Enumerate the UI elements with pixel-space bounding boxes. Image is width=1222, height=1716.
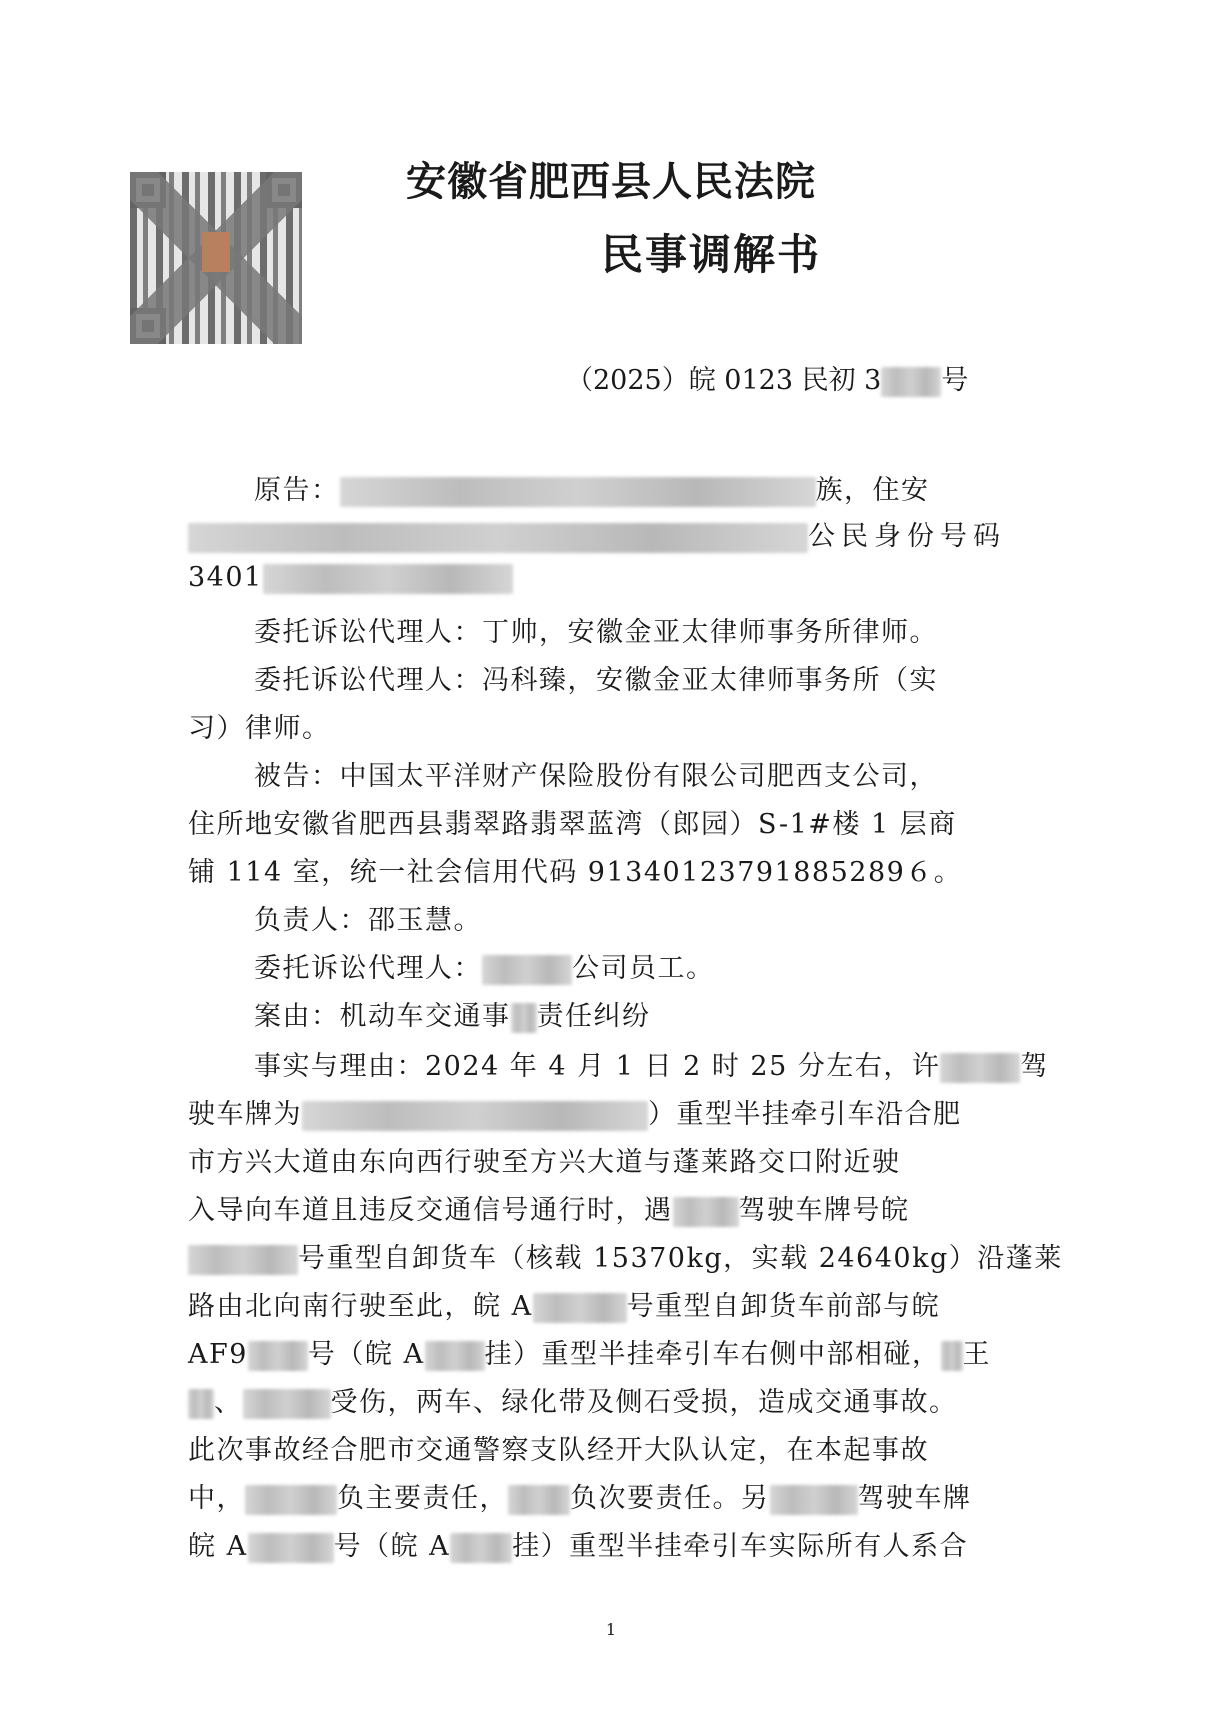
- cause-of-action: 案由：机动车交通事 责任纠纷: [254, 1001, 651, 1032]
- facts-line-6: 路由北向南行驶至此，皖 A 号重型自卸货车前部与皖: [188, 1291, 941, 1322]
- facts-line-4: 入导向车道且违反交通信号通行时，遇 驾驶车牌号皖: [188, 1195, 910, 1226]
- defendant-agent: 委托诉讼代理人： 公司员工。: [254, 953, 715, 984]
- case-number: （2025）皖 0123 民初 3 号: [566, 365, 969, 396]
- plaintiff-agent-2: 委托诉讼代理人：冯科臻，安徽金亚太律师事务所（实: [254, 665, 938, 696]
- facts-line-9: 此次事故经合肥市交通警察支队经开大队认定，在本起事故: [188, 1435, 929, 1466]
- facts-line-8: 、 受伤，两车、绿化带及侧石受损，造成交通事故。: [188, 1380, 958, 1419]
- facts-line-7: AF9 号（皖 A 挂）重型半挂牵引车右侧中部相碰， 王: [188, 1339, 992, 1370]
- facts-line-10: 中， 负主要责任， 负次要责任。另 驾驶车牌: [188, 1483, 972, 1514]
- plaintiff-agent-1: 委托诉讼代理人：丁帅，安徽金亚太律师事务所律师。: [254, 617, 938, 648]
- defendant-line-2: 住所地安徽省肥西县翡翠路翡翠蓝湾（郎园）S-1#楼 1 层商: [188, 809, 957, 840]
- plaintiff-line-3: 3401: [188, 562, 513, 594]
- facts-line-5: 号重型自卸货车（核载 15370kg，实载 24640kg）沿蓬莱: [188, 1236, 1063, 1275]
- facts-line-3: 市方兴大道由东向西行驶至方兴大道与蓬莱路交口附近驶: [188, 1147, 901, 1178]
- court-name: 安徽省肥西县人民法院: [406, 159, 816, 205]
- responsible-person: 负责人：邵玉慧。: [254, 905, 482, 936]
- plaintiff-line-2: 公民身份号码: [188, 514, 1006, 553]
- facts-line-2: 驶车牌为 ）重型半挂牵引车沿合肥: [188, 1099, 962, 1130]
- page-number: 1: [605, 1620, 617, 1639]
- document-type: 民事调解书: [600, 230, 821, 279]
- facts-line-11: 皖 A 号（皖 A 挂）重型半挂牵引车实际所有人系合: [188, 1531, 969, 1562]
- plaintiff-line-1: 原告： 族，住安: [254, 475, 930, 506]
- plaintiff-agent-2-cont: 习）律师。: [188, 713, 331, 744]
- defendant-line-3: 铺 114 室，统一社会信用代码 91340123791885289６。: [188, 857, 963, 888]
- facts-line-1: 事实与理由：2024 年 4 月 1 日 2 时 25 分左右，许 驾: [254, 1051, 1049, 1082]
- defendant-line-1: 被告：中国太平洋财产保险股份有限公司肥西支公司，: [254, 761, 938, 792]
